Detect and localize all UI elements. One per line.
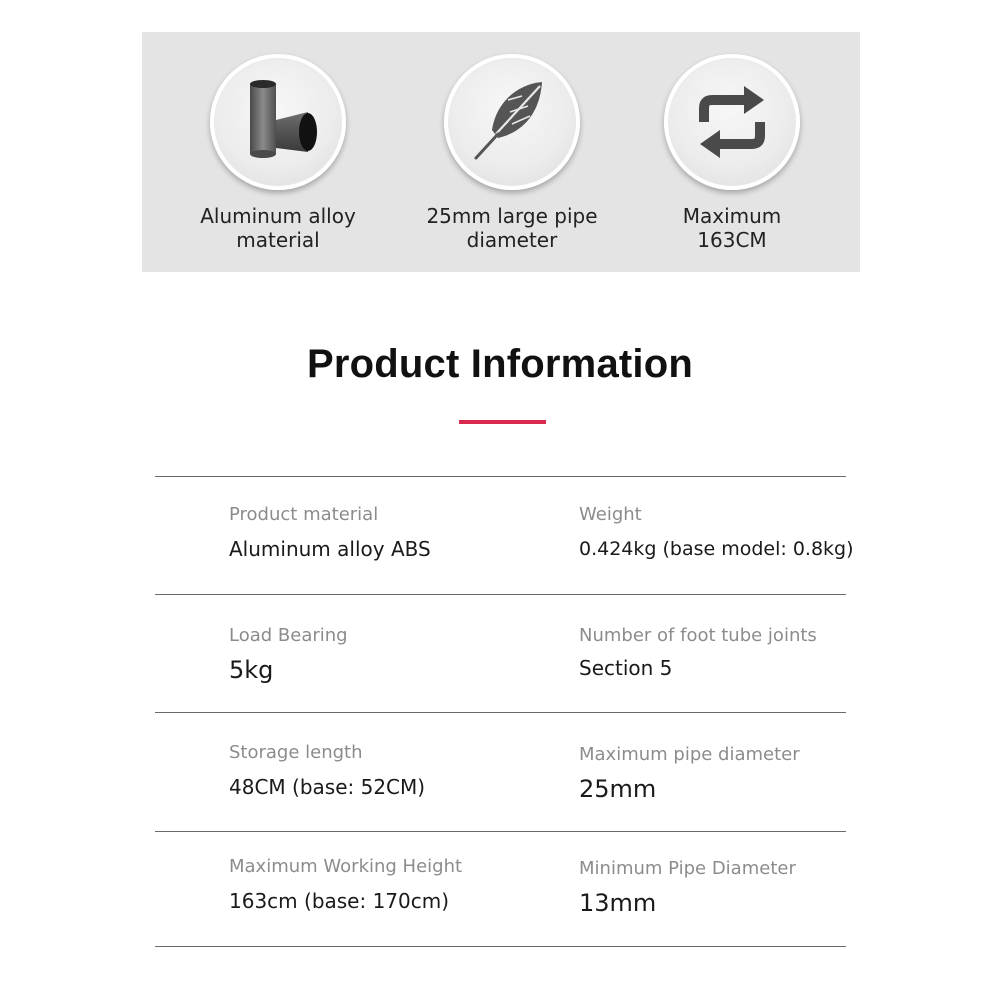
title-underline — [459, 420, 546, 424]
spec-weight — [579, 504, 854, 562]
spec-value: 5kg — [229, 656, 274, 684]
spec-value: 25mm — [579, 775, 657, 803]
spec-key: Load Bearing — [229, 625, 348, 646]
feature-max-height — [622, 32, 842, 272]
feature-material-label: Aluminum alloy material — [200, 204, 356, 252]
spec-value: 163cm (base: 170cm) — [229, 889, 450, 913]
spec-max-working-height — [229, 856, 462, 914]
divider — [155, 946, 846, 947]
divider — [155, 476, 846, 477]
feature-height-badge — [664, 54, 800, 190]
feature-pipe-badge — [444, 54, 580, 190]
spec-key: Maximum Working Height — [229, 856, 463, 877]
page-title: Product Information — [306, 342, 693, 386]
feature-pipe-diameter — [402, 32, 622, 272]
feature-band — [142, 32, 860, 272]
spec-key: Maximum pipe diameter — [579, 744, 800, 765]
feature-height-label: Maximum 163CM — [682, 204, 782, 252]
spec-value: Section 5 — [579, 656, 673, 680]
spec-key: Storage length — [229, 742, 363, 763]
spec-foot-tube-joints — [579, 625, 817, 681]
spec-key: Weight — [579, 504, 642, 525]
spec-load-bearing — [229, 625, 348, 683]
feather-icon — [462, 72, 562, 172]
spec-storage-length — [229, 742, 425, 800]
spec-min-pipe-diameter — [579, 858, 796, 916]
feature-material — [168, 32, 388, 272]
spec-key: Product material — [229, 504, 379, 525]
feature-material-badge — [210, 54, 346, 190]
divider — [155, 831, 846, 832]
spec-value: 0.424kg (base model: 0.8kg) — [579, 538, 854, 560]
spec-key: Minimum Pipe Diameter — [579, 858, 796, 879]
spec-value: 13mm — [579, 889, 657, 917]
spec-max-pipe-diameter — [579, 744, 800, 802]
spec-product-material — [229, 504, 431, 562]
divider — [155, 712, 846, 713]
pipe-icon — [228, 72, 328, 172]
spec-key: Number of foot tube joints — [579, 625, 817, 646]
spec-value: Aluminum alloy ABS — [229, 537, 431, 561]
feature-pipe-label: 25mm large pipe diameter — [426, 204, 598, 252]
repeat-arrows-icon — [682, 72, 782, 172]
spec-value: 48CM (base: 52CM) — [229, 775, 426, 799]
divider — [155, 594, 846, 595]
